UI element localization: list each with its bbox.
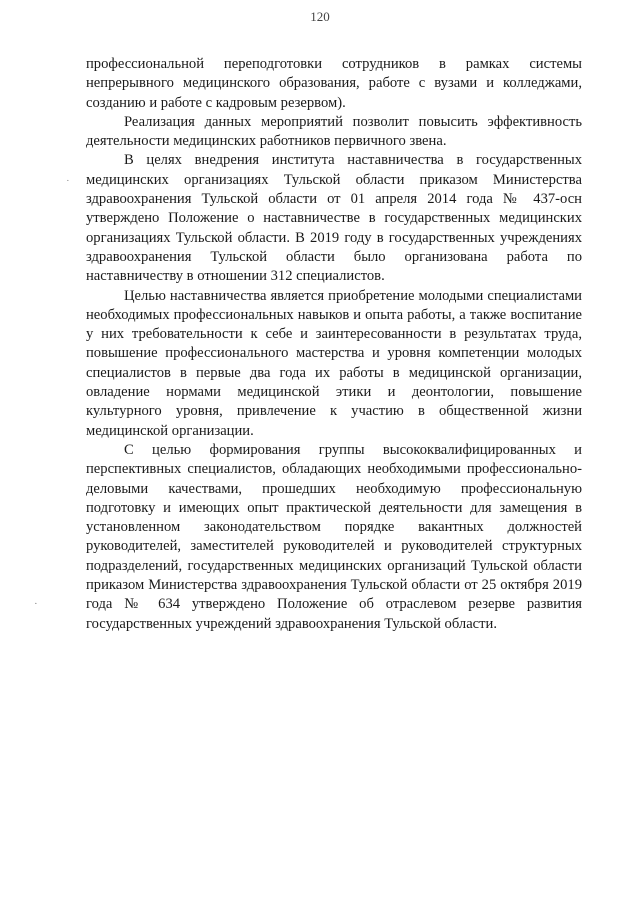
paragraph-1: профессиональной переподготовки сотрудников в рамках системы непрерывного медицинского образования, работе с вузами и колледжами, созданию и работе с кадровым резервом).: [86, 56, 582, 111]
paragraph-2: Реализация данных мероприятий позволит повысить эффективность деятельности медицинских работников первичного звена.: [86, 113, 582, 150]
page-number: 120: [310, 9, 330, 24]
paragraph-4: Целью наставничества является приобретение молодыми специалистами необходимых профессиональных навыков и опыта работы, а также воспитание у них требовательности к себе и заинтересованности в результатах труда, повышение профессионального мастерства и уровня компетенции молодых специалистов в первые два года их работы в медицинской организации, овладение нормами медицинской этики и деонтологии, повышение культурного уровня, привлечение к участию в общественной жизни медицинской организации.: [86, 287, 582, 439]
paragraph-3: В целях внедрения института наставничества в государственных медицинских организациях Тульской области приказом Министерства здравоохранения Тульской области от 01 апреля 2014 года № 437-осн утверждено Положение о наставничестве в государственных медицинских организациях Тульской области. В 2019 году в государственных учреждениях здравоохранения Тульской области было организована работа по наставничеству в отношении 312 специалистов.: [86, 152, 582, 285]
paragraph-5: С целью формирования группы высококвалифицированных и перспективных специалистов, обладающих необходимыми профессионально-деловыми качествами, прошедших необходимую профессиональную подготовку и имеющих опыт практической деятельности для замещения в установленном законодательством порядке вакантных должностей руководителей, заместителей руководителей и руководителей структурных подразделений, государственных медицинских организаций Тульской области приказом Министерства здравоохранения Тульской области от 25 октября 2019 года № 634 утверждено Положение об отраслевом резерве развития государственных учреждений здравоохранения Тульской области.: [86, 441, 582, 632]
document-body: [86, 55, 582, 634]
scan-speck: ˙: [66, 178, 70, 190]
scan-speck: ·: [34, 598, 38, 610]
